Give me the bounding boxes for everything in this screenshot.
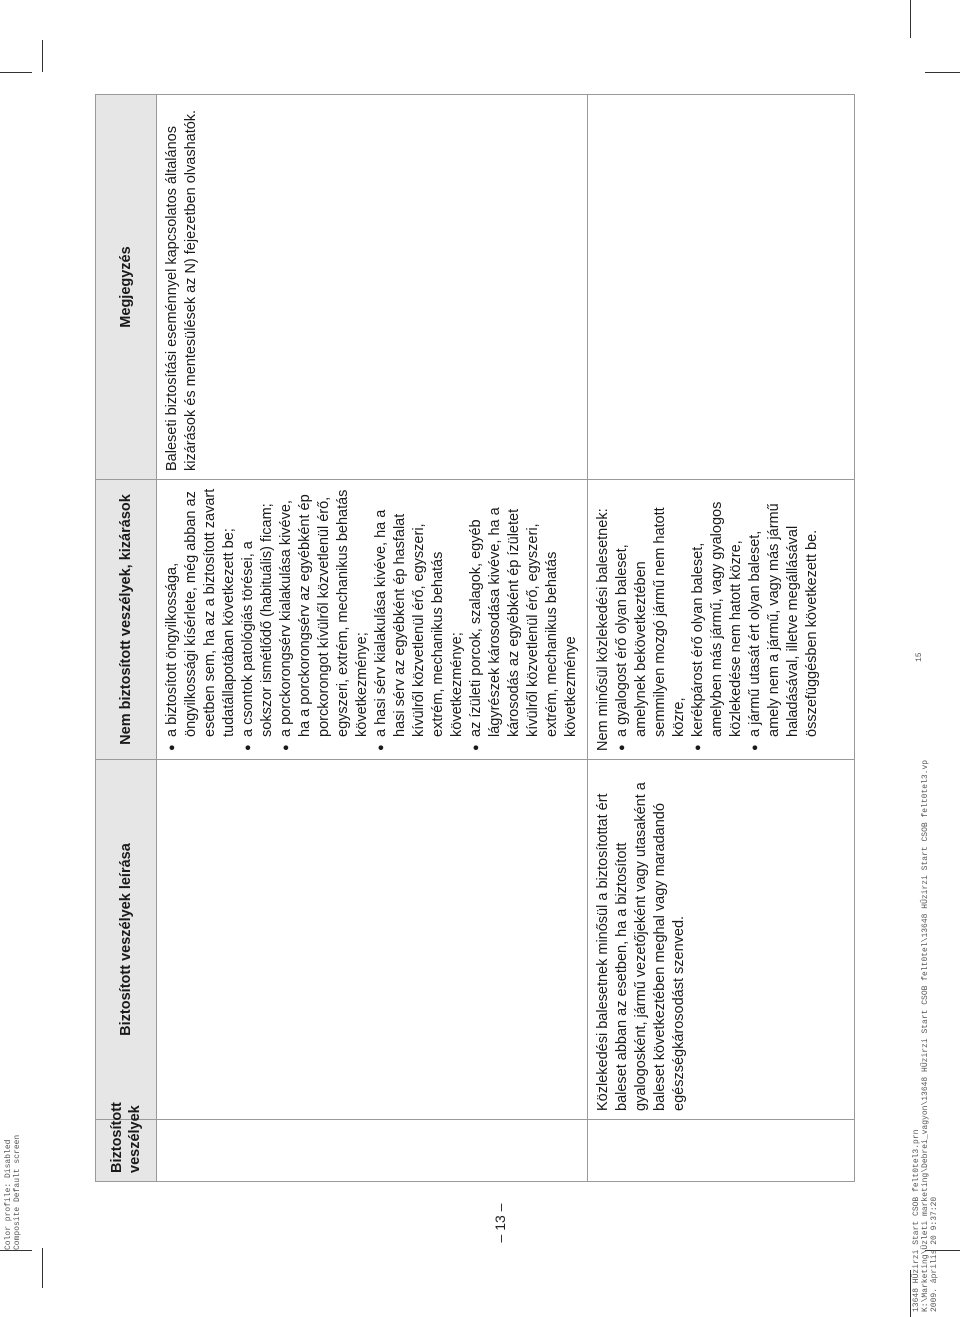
row1-notes: Baleseti biztosítási eseménnyel kapcsolatos általános kizárások és mentesülések az N) fejezetben olvashatók. [157,95,588,480]
list-item: ● az ízületi porcok, szalagok, egyéb lágyrészek károsodása kivéve, ha a károsodás az egyébként ép ízületet kívülről közvetlenül érő, egyszeri, extrém, mechanikus behatás következménye [467,488,581,751]
row2-exclusions [588,480,855,760]
list-item: ● a hasi sérv kialakulása kivéve, ha a hasi sérv az egyébként ép hasfalat kívülről közvetlenül érő, egyszeri, extrém, mechanikus behatás következménye; [372,488,467,751]
header-notes: Megjegyzés [96,95,157,480]
coverage-table [95,94,855,1182]
crop-mark [925,72,960,73]
header-risk-description: Biztosított veszélyek leírása [96,760,157,1120]
crop-mark [910,1270,911,1317]
color-profile-note: Color profile: Disabled Composite Default screen [4,1134,22,1250]
row2-risk [588,1120,855,1182]
header-exclusions: Nem biztosított veszélyek, kizárások [96,480,157,760]
job-info: 13648 HŰzirzi Start CSOB felt0tel3.prn K:\Marketing\Üzleti marketing\Debrei_vagyon\13648 HŰzirzi Start CSOB felt0tel\13648 HŰzirzi Start CSOB felt0tel3.vp 2009. április 20 9:37:20 [912,759,939,1312]
crop-mark [910,0,911,38]
table-row [588,95,855,1182]
row1-exclusions [157,480,588,760]
exclusions-intro: Nem minősül közlekedési balesetnek: [595,508,611,751]
crop-mark [42,1248,43,1288]
sheet-number: 15 [915,652,924,662]
row2-description: Közlekedési balesetnek minősül a biztosítottat ért baleset abban az esetben, ha a biztosított gyalogosként, jármű vezetőjeként vagy utasaként a baleset következtében meghal vagy maradandó egészségkárosodást szenved. [588,760,855,1120]
list-item: ● a gyalogost érő olyan baleset, amelynek bekövetkeztében semmilyen mozgó jármű nem hatott közre, [613,488,689,751]
crop-mark [0,1250,32,1251]
crop-mark [0,72,32,73]
crop-mark [42,40,43,72]
list-item: ● kerékpárost érő olyan baleset, amelyben más jármű, vagy gyalogos közlekedése nem hatott közre, [689,488,746,751]
table-row [157,95,588,1182]
list-item: ● a jármű utasát ért olyan baleset, amely nem a jármű, vagy más jármű haladásával, illetve megállásával összefüggésben következett be. [746,488,822,751]
list-item: ● a biztosított öngyilkossága, öngyilkossági kísérlete, még abban az esetben sem, ha az a biztosított zavart tudatállapotában következett be; [163,488,239,751]
page-number: – 13 – [492,1203,508,1243]
row2-notes [588,95,855,480]
header-insured-risks: Biztosított veszélyek [96,1120,157,1182]
list-item: ● a porckorongsérv kialakulása kivéve, ha a porckorongsérv az egyébként ép porckorongot kívülről közvetlenül érő, egyszeri, extrém, mechanikus behatás következménye; [277,488,372,751]
row1-description [157,760,588,1120]
row1-risk [157,1120,588,1182]
list-item: ● a csontok patológiás törései, a sokszor ismétlődő (habituális) ficam; [239,488,277,751]
table-header-row [96,95,157,1182]
